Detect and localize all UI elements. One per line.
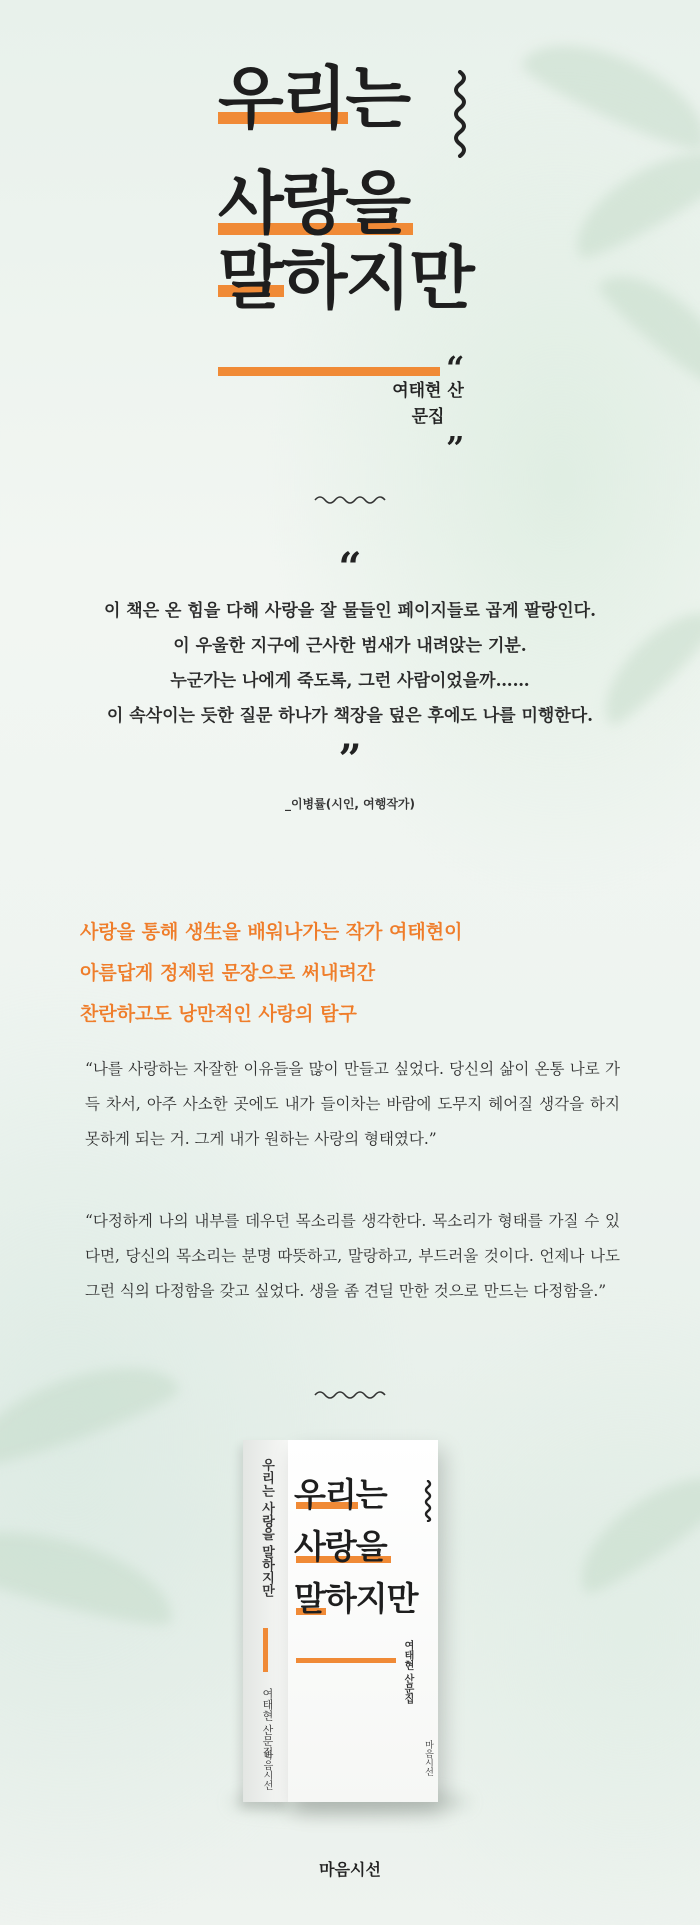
spine-orange-bar	[263, 1628, 268, 1672]
title-line-1: 우리는	[218, 59, 410, 139]
wave-divider-icon	[313, 1389, 387, 1401]
cover-title-line-1: 우리는	[294, 1475, 387, 1514]
title-line-2: 사랑을	[218, 164, 410, 244]
cover-publisher: 마음시선	[423, 1740, 433, 1776]
cover-author: 여태현 산문집	[402, 1640, 413, 1704]
spine-publisher: 마음시선	[261, 1750, 272, 1790]
book-spine	[243, 1440, 288, 1802]
quote-line: 이 책은 온 힘을 다해 사랑을 잘 물들인 페이지들로 곱게 팔랑인다.	[103, 601, 597, 621]
bamboo-leaf-decoration	[0, 1510, 184, 1635]
quote-close-icon: ”	[446, 429, 465, 467]
excerpt-paragraph: “나를 사랑하는 자잘한 이유들을 많이 만들고 싶었다. 당신의 삶이 온통 나로 가득 차서, 아주 사소한 곳에도 내가 들이차는 바람에 도무지 헤어질 생각을 하지 못하게 되는 거. 그게 내가 원하는 사랑의 형태였다.”	[85, 1060, 620, 1148]
quote-line: 이 우울한 지구에 근사한 범새가 내려앉는 기분.	[173, 636, 527, 656]
publisher-logo: 마음시선	[319, 1860, 381, 1879]
cover-title-line-2: 사랑을	[294, 1527, 387, 1566]
bamboo-leaf-decoration	[0, 1344, 184, 1476]
bamboo-leaf-decoration	[517, 21, 700, 160]
wavy-line-icon	[423, 1480, 433, 1522]
wavy-line-icon	[450, 70, 470, 158]
bamboo-leaf-decoration	[593, 254, 700, 395]
spine-author: 여태현 산문집	[261, 1688, 274, 1758]
book-front-cover	[288, 1440, 438, 1802]
subtitle: 여태현 산문집	[392, 381, 464, 427]
quote-open-icon: “	[338, 544, 362, 591]
excerpt-paragraph: “다정하게 나의 내부를 데우던 목소리를 생각한다. 목소리가 형태를 가질 수 있다면, 당신의 목소리는 분명 따뜻하고, 말랑하고, 부드러울 것이다. 언제나 나도 그런 식의 다정함을 갖고 싶었다. 생을 좀 견딜 만한 것으로 만드는 다정함을.”	[85, 1212, 620, 1300]
quote-attribution: _이병률(시인, 여행작가)	[284, 797, 416, 811]
highlight-line: 아름답게 정제된 문장으로 써내려간	[80, 962, 376, 984]
bamboo-leaf-decoration	[561, 1453, 700, 1601]
quote-close-icon: ”	[338, 736, 362, 783]
quote-line: 이 속삭이는 듯한 질문 하나가 책장을 덮은 후에도 나를 미행한다.	[106, 706, 594, 726]
quote-line: 누군가는 나에게 죽도록, 그런 사람이었을까……	[170, 671, 530, 691]
quote-open-icon: “	[446, 349, 465, 387]
cover-subtitle-rule	[296, 1658, 396, 1663]
cover-title-line-3: 말하지만	[294, 1579, 418, 1618]
spine-title: 우리는 사랑을 말하지만	[259, 1458, 274, 1598]
highlight-line: 찬란하고도 낭만적인 사랑의 탐구	[80, 1003, 357, 1025]
bamboo-leaf-decoration	[558, 129, 700, 267]
highlight-line: 사랑을 통해 생生을 배워나가는 작가 여태현이	[80, 921, 463, 943]
subtitle-rule	[218, 367, 440, 376]
wave-divider-icon	[313, 494, 387, 506]
title-line-3: 말하지만	[218, 239, 473, 319]
